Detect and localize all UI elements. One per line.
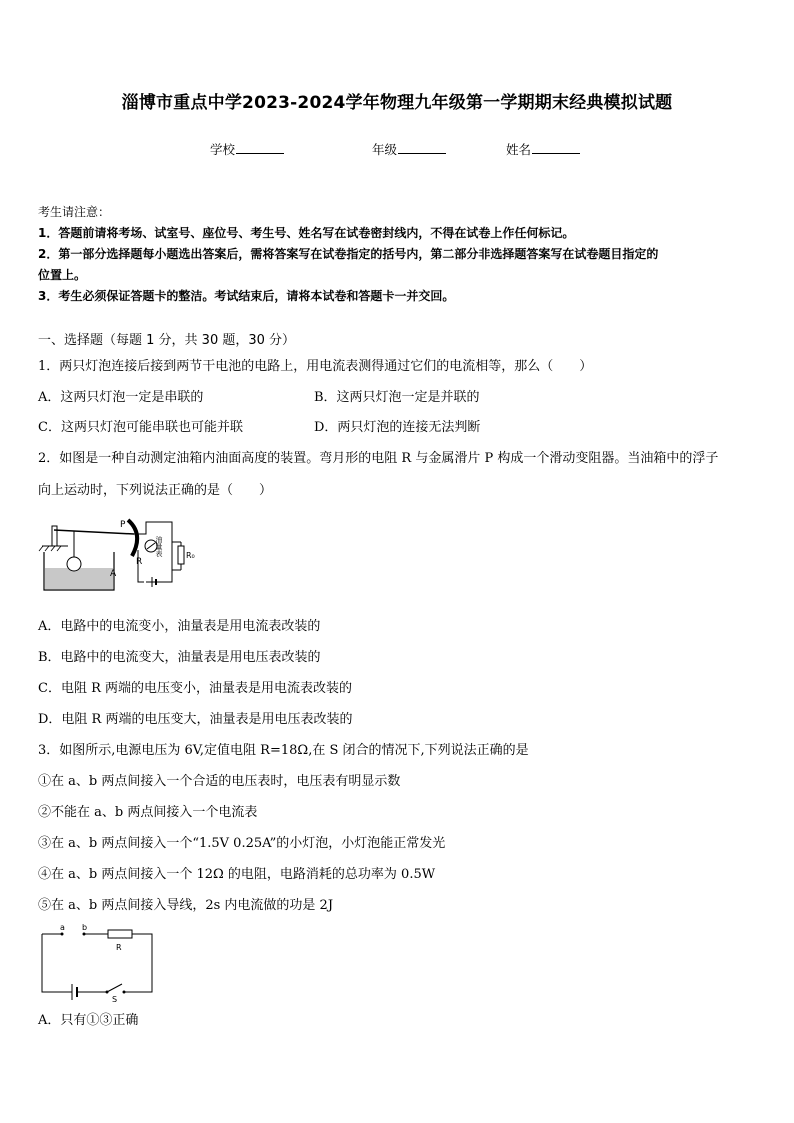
notice-item-2: 2．第一部分选择题每小题选出答案后，需将答案写在试卷指定的括号内，第二部分非选择题答案写在试卷题目指定的 bbox=[38, 247, 659, 261]
q3-statement-1: ①在 a、b 两点间接入一个合适的电压表时，电压表有明显示数 bbox=[38, 774, 401, 789]
q3-statement-5: ⑤在 a、b 两点间接入导线，2s 内电流做的功是 2J bbox=[38, 898, 334, 913]
grade-blank bbox=[398, 141, 446, 154]
q3-statement-4: ④在 a、b 两点间接入一个 12Ω 的电阻，电路消耗的总功率为 0.5W bbox=[38, 867, 436, 882]
school-label: 学校 bbox=[210, 142, 236, 157]
point-a bbox=[61, 933, 64, 936]
q1-stem: 1．两只灯泡连接后接到两节干电池的电路上，用电流表测得通过它们的电流相等，那么（ ） bbox=[38, 359, 593, 374]
q1-option-c: C．这两只灯泡可能串联也可能并联 bbox=[38, 420, 243, 435]
q2-stem-2: 向上运动时，下列说法正确的是（ ） bbox=[38, 483, 273, 498]
q3-statement-2: ②不能在 a、b 两点间接入一个电流表 bbox=[38, 805, 258, 820]
curved-resistor bbox=[128, 520, 137, 556]
page-title: 淄博市重点中学2023-2024学年物理九年级第一学期期末经典模拟试题 bbox=[121, 93, 673, 113]
wire-right bbox=[124, 934, 152, 992]
label-a: A bbox=[110, 569, 117, 579]
school-blank bbox=[236, 141, 284, 154]
q2-option-d: D．电阻 R 两端的电压变大，油量表是用电压表改装的 bbox=[38, 712, 353, 727]
label-p: P bbox=[120, 520, 126, 530]
label-a: a bbox=[60, 923, 65, 932]
label-r0: R₀ bbox=[186, 551, 195, 560]
q2-option-a: A．电路中的电流变小，油量表是用电流表改装的 bbox=[38, 619, 321, 634]
q2-option-c: C．电阻 R 两端的电压变小，油量表是用电流表改装的 bbox=[38, 681, 352, 696]
label-b: b bbox=[82, 923, 88, 932]
notice-item-1: 1．答题前请将考场、试室号、座位号、考生号、姓名写在试卷密封线内，不得在试卷上作任何标记。 bbox=[38, 226, 575, 240]
oil-gauge-figure bbox=[38, 512, 198, 598]
lever-arm bbox=[54, 530, 134, 534]
q3-stem: 3．如图所示,电源电压为 6V,定值电阻 R=18Ω,在 S 闭合的情况下,下列说法正确的是 bbox=[38, 743, 529, 758]
q3-circuit-figure bbox=[38, 922, 158, 1002]
q1-option-a: A．这两只灯泡一定是串联的 bbox=[38, 390, 204, 405]
label-s: S bbox=[112, 995, 118, 1002]
name-blank bbox=[532, 141, 580, 154]
q2-option-b: B．电路中的电流变大，油量表是用电压表改装的 bbox=[38, 650, 321, 665]
label-r: R bbox=[136, 557, 143, 567]
q1-option-d: D．两只灯泡的连接无法判断 bbox=[314, 420, 481, 435]
q1-option-b: B．这两只灯泡一定是并联的 bbox=[314, 390, 480, 405]
float bbox=[67, 557, 81, 571]
resistor-r bbox=[108, 930, 132, 938]
notice-item-2-cont: 位置上。 bbox=[38, 268, 87, 282]
q2-stem-1: 2．如图是一种自动测定油箱内油面高度的装置。弯月形的电阻 R 与金属滑片 P 构成一个滑动变阻器。当油箱中的浮子 bbox=[38, 451, 719, 466]
wire-left bbox=[42, 934, 72, 992]
notice-heading: 考生请注意： bbox=[38, 205, 111, 219]
name-label: 姓名 bbox=[506, 142, 532, 157]
notice-item-3: 3．考生必须保证答题卡的整洁。考试结束后，请将本试卷和答题卡一并交回。 bbox=[38, 289, 455, 303]
section-heading: 一、选择题（每题 1 分，共 30 题，30 分） bbox=[38, 333, 296, 348]
q3-statement-3: ③在 a、b 两点间接入一个“1.5V 0.25A”的小灯泡，小灯泡能正常发光 bbox=[38, 836, 446, 851]
oil-level bbox=[45, 568, 113, 589]
school-field bbox=[210, 140, 284, 158]
label-meter: 油量表 bbox=[155, 536, 163, 557]
name-field bbox=[506, 140, 580, 158]
grade-label: 年级 bbox=[372, 142, 398, 157]
resistor-r0 bbox=[178, 546, 184, 564]
q3-option-a: A．只有①③正确 bbox=[38, 1013, 139, 1028]
pivot-post bbox=[52, 526, 57, 546]
switch-s bbox=[107, 984, 122, 992]
grade-field bbox=[372, 140, 446, 158]
label-r: R bbox=[116, 943, 122, 952]
